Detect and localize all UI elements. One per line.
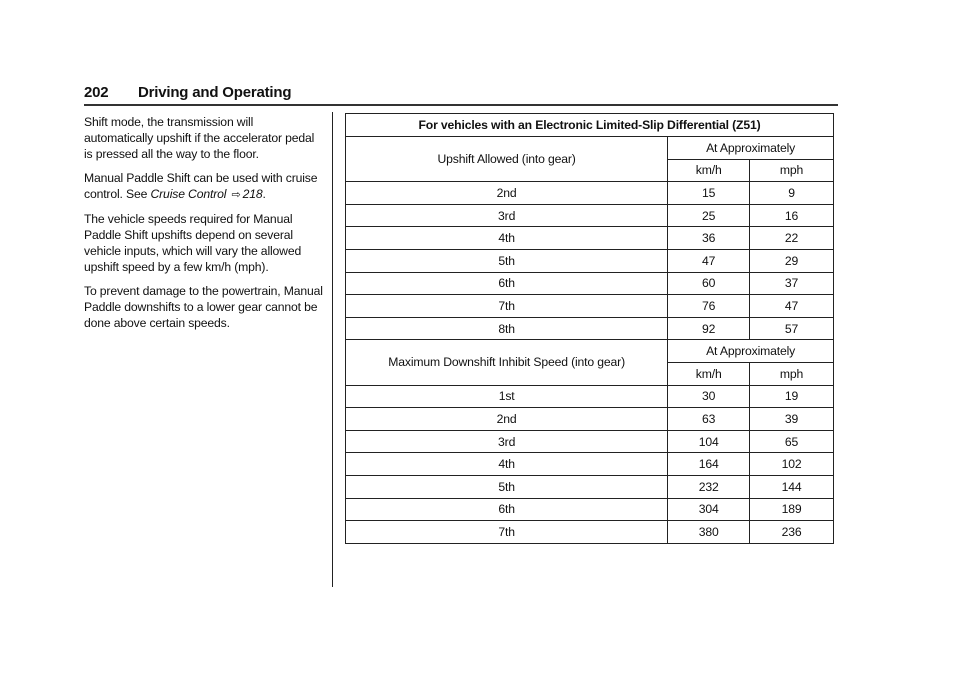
downshift-gear-cell: 4th xyxy=(346,453,668,476)
downshift-unit-kmh: km/h xyxy=(668,362,750,385)
upshift-mph-cell: 16 xyxy=(750,204,834,227)
downshift-mph-cell: 189 xyxy=(750,498,834,521)
upshift-row xyxy=(346,182,834,205)
downshift-gear-cell: 5th xyxy=(346,475,668,498)
downshift-gear-cell: 3rd xyxy=(346,430,668,453)
downshift-kmh-cell: 30 xyxy=(668,385,750,408)
upshift-row xyxy=(346,317,834,340)
upshift-row xyxy=(346,295,834,318)
paragraph-cruise-control xyxy=(84,170,324,203)
downshift-kmh-cell: 104 xyxy=(668,430,750,453)
downshift-kmh-cell: 380 xyxy=(668,521,750,544)
downshift-row xyxy=(346,475,834,498)
table-caption: For vehicles with an Electronic Limited-Slip Differential (Z51) xyxy=(346,114,834,137)
downshift-row xyxy=(346,385,834,408)
upshift-row xyxy=(346,272,834,295)
upshift-row xyxy=(346,204,834,227)
section-title: Driving and Operating xyxy=(138,84,292,101)
upshift-row xyxy=(346,227,834,250)
page-header xyxy=(84,84,838,106)
downshift-label: Maximum Downshift Inhibit Speed (into gear) xyxy=(346,340,668,385)
cross-reference-page[interactable]: 218 xyxy=(242,187,263,201)
downshift-kmh-cell: 232 xyxy=(668,475,750,498)
upshift-kmh-cell: 25 xyxy=(668,204,750,227)
downshift-gear-cell: 6th xyxy=(346,498,668,521)
downshift-unit-mph: mph xyxy=(750,362,834,385)
paragraph-text: Manual Paddle Shift can be used with cruise control. See xyxy=(84,171,318,201)
downshift-row xyxy=(346,521,834,544)
downshift-kmh-cell: 304 xyxy=(668,498,750,521)
downshift-row xyxy=(346,430,834,453)
upshift-gear-cell: 6th xyxy=(346,272,668,295)
downshift-row xyxy=(346,498,834,521)
upshift-gear-cell: 5th xyxy=(346,249,668,272)
downshift-mph-cell: 102 xyxy=(750,453,834,476)
downshift-mph-cell: 144 xyxy=(750,475,834,498)
paragraph: To prevent damage to the powertrain, Manual Paddle downshifts to a lower gear cannot be done above certain speeds. xyxy=(84,284,323,330)
body-text-column xyxy=(84,114,324,339)
upshift-kmh-cell: 60 xyxy=(668,272,750,295)
paragraph: Shift mode, the transmission will automatically upshift if the accelerator pedal is pressed all the way to the floor. xyxy=(84,115,315,161)
cross-reference-link[interactable]: Cruise Control xyxy=(150,187,227,201)
downshift-section xyxy=(346,340,834,543)
upshift-gear-cell: 8th xyxy=(346,317,668,340)
downshift-mph-cell: 65 xyxy=(750,430,834,453)
page-reference-arrow-icon: ⇨ xyxy=(231,189,241,201)
upshift-gear-cell: 7th xyxy=(346,295,668,318)
page-number: 202 xyxy=(84,84,109,101)
paragraph-text-end: . xyxy=(262,187,266,201)
upshift-gear-cell: 2nd xyxy=(346,182,668,205)
upshift-mph-cell: 57 xyxy=(750,317,834,340)
downshift-mph-cell: 236 xyxy=(750,521,834,544)
downshift-row xyxy=(346,408,834,431)
upshift-mph-cell: 29 xyxy=(750,249,834,272)
upshift-mph-cell: 9 xyxy=(750,182,834,205)
upshift-kmh-cell: 47 xyxy=(668,249,750,272)
upshift-unit-mph: mph xyxy=(750,159,834,182)
downshift-gear-cell: 7th xyxy=(346,521,668,544)
upshift-kmh-cell: 36 xyxy=(668,227,750,250)
upshift-section xyxy=(346,137,834,340)
upshift-mph-cell: 37 xyxy=(750,272,834,295)
upshift-gear-cell: 3rd xyxy=(346,204,668,227)
upshift-kmh-cell: 15 xyxy=(668,182,750,205)
downshift-gear-cell: 1st xyxy=(346,385,668,408)
downshift-gear-cell: 2nd xyxy=(346,408,668,431)
downshift-kmh-cell: 63 xyxy=(668,408,750,431)
column-divider xyxy=(332,112,333,587)
shift-speed-table xyxy=(345,113,834,544)
upshift-mph-cell: 22 xyxy=(750,227,834,250)
downshift-mph-cell: 19 xyxy=(750,385,834,408)
upshift-gear-cell: 4th xyxy=(346,227,668,250)
upshift-approx-header: At Approximately xyxy=(668,137,834,160)
upshift-label: Upshift Allowed (into gear) xyxy=(346,137,668,182)
upshift-kmh-cell: 76 xyxy=(668,295,750,318)
downshift-approx-header: At Approximately xyxy=(668,340,834,363)
downshift-mph-cell: 39 xyxy=(750,408,834,431)
upshift-mph-cell: 47 xyxy=(750,295,834,318)
upshift-kmh-cell: 92 xyxy=(668,317,750,340)
paragraph: The vehicle speeds required for Manual Paddle Shift upshifts depend on several vehicle inputs, which will vary the allowed upshift speed by a few km/h (mph). xyxy=(84,212,302,274)
upshift-unit-kmh: km/h xyxy=(668,159,750,182)
downshift-kmh-cell: 164 xyxy=(668,453,750,476)
upshift-row xyxy=(346,249,834,272)
downshift-row xyxy=(346,453,834,476)
